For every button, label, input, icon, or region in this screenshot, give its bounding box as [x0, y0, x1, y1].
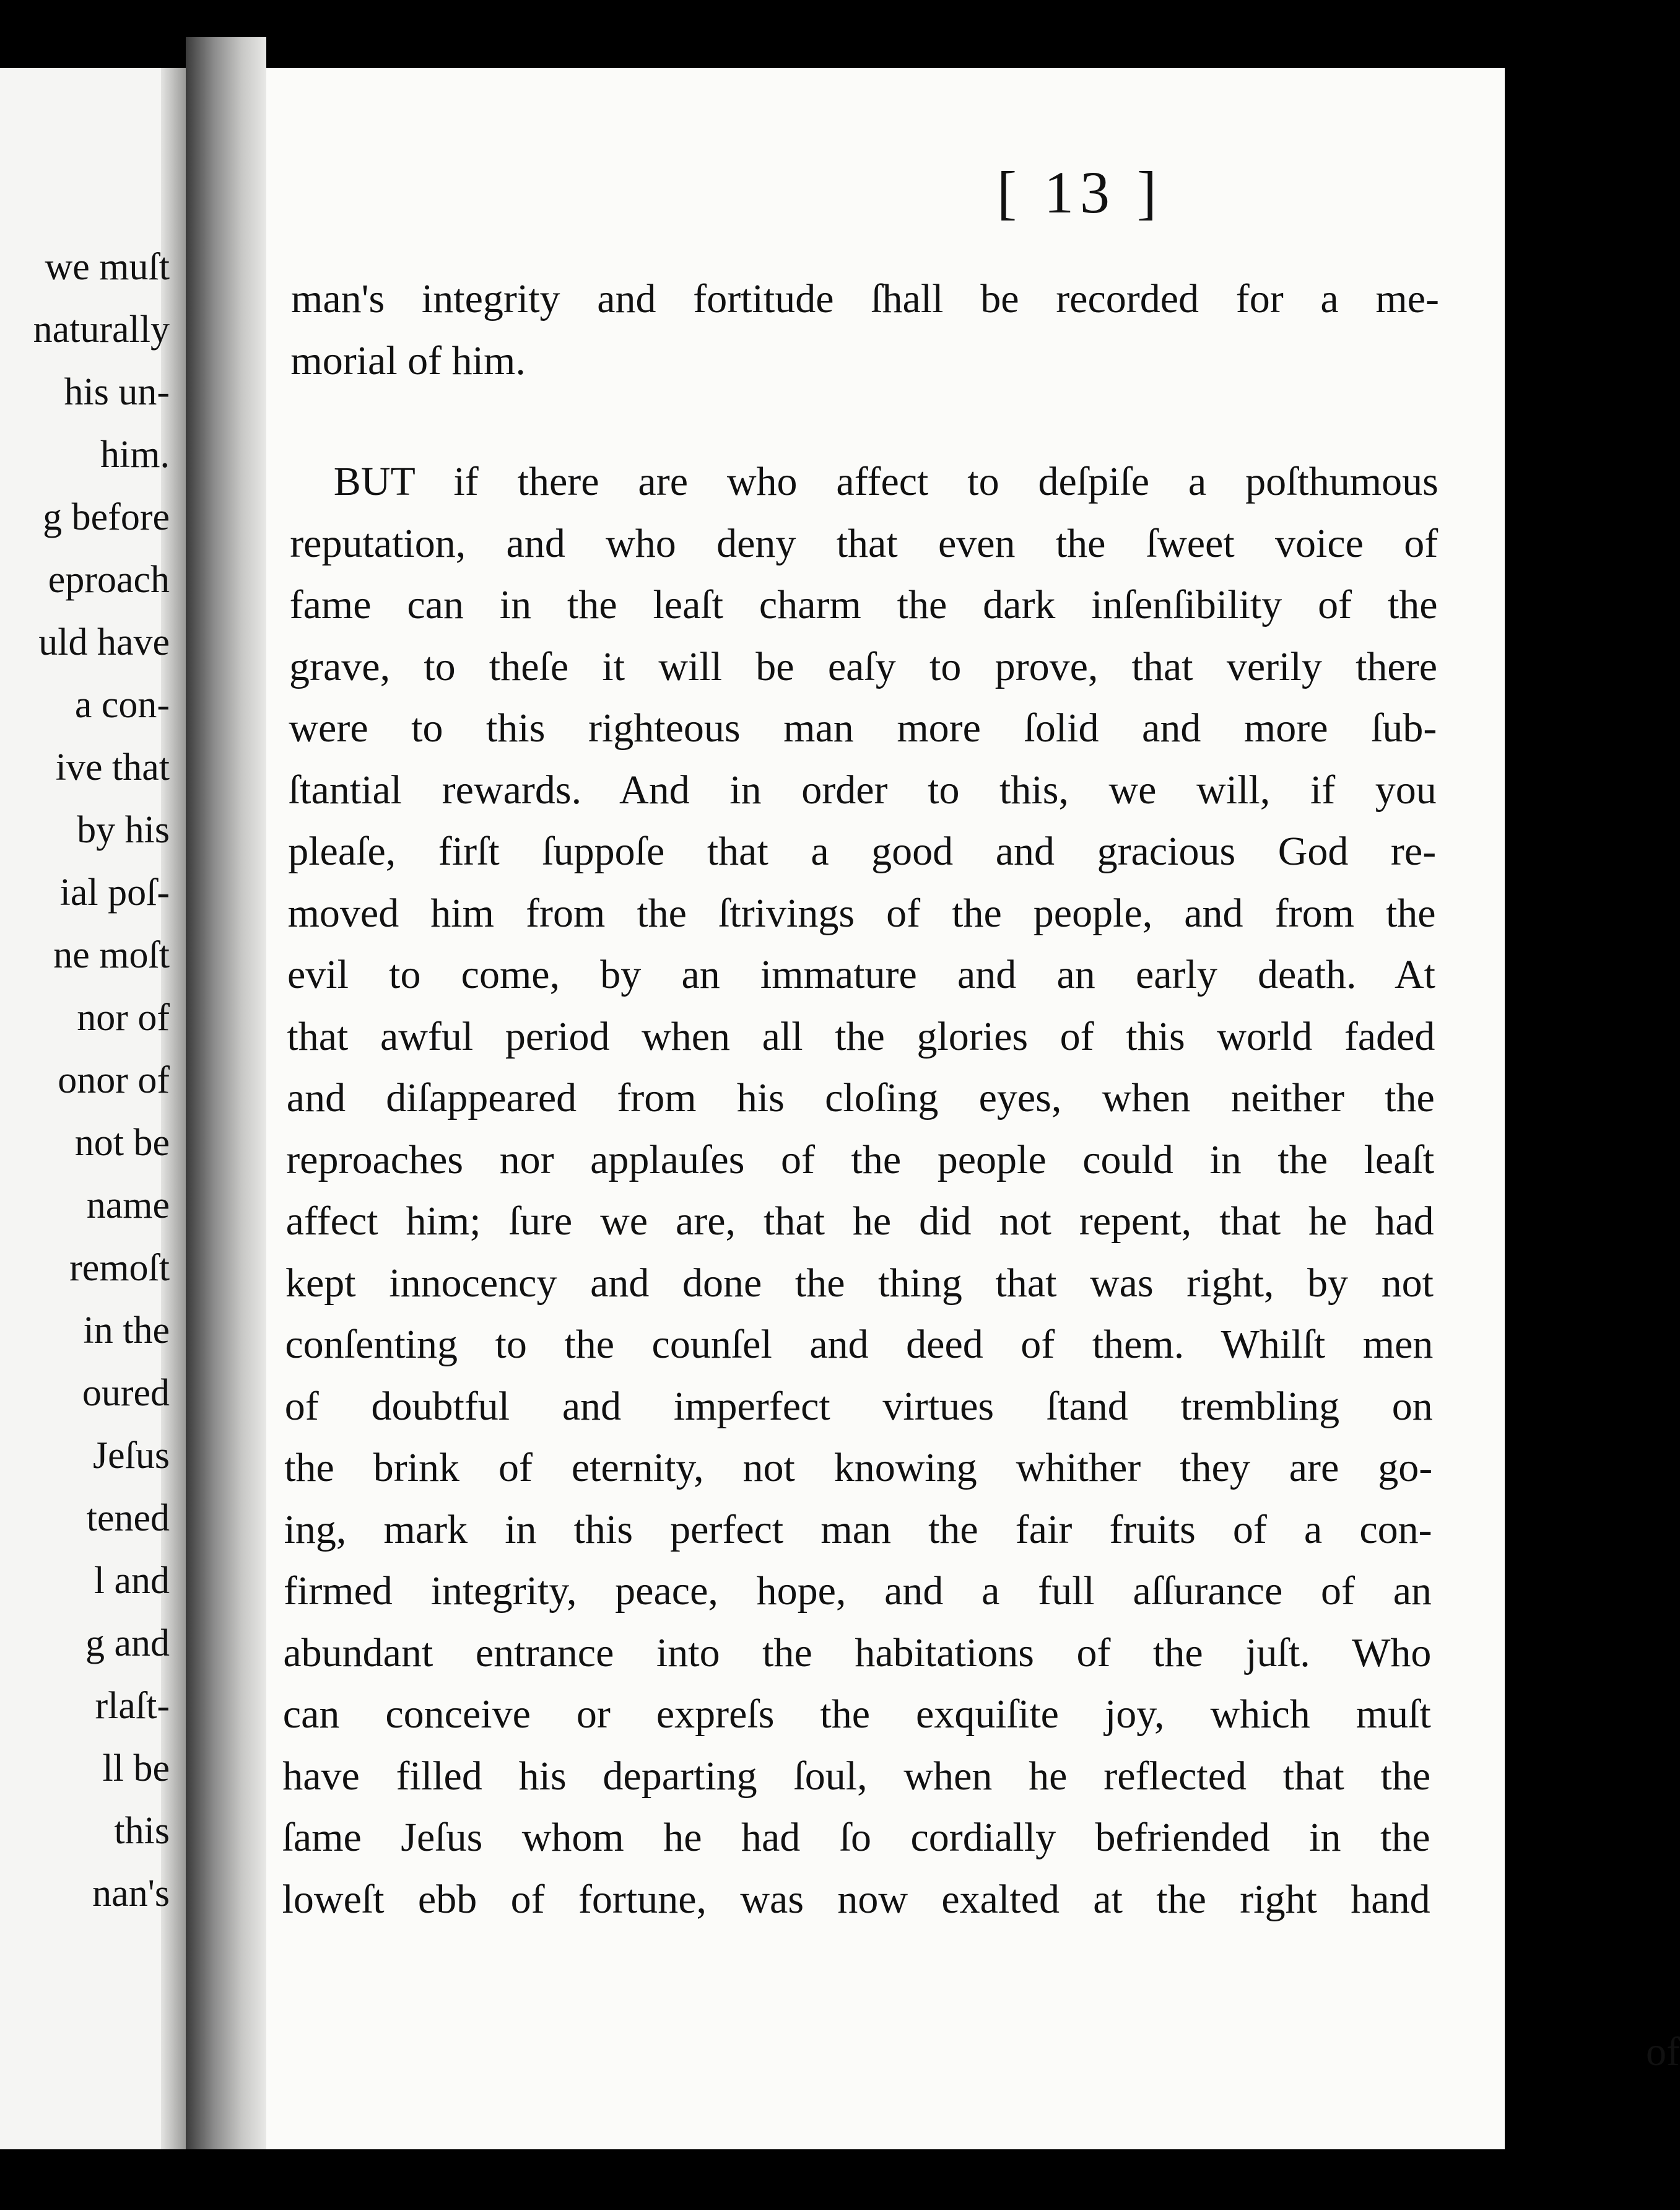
body-text-line: of doubtful and imperfect virtues ſtand trembling on	[284, 1383, 1433, 1429]
body-text-line: man's integrity and fortitude ſhall be recorded for a me-	[291, 276, 1439, 321]
left-page-line: not be	[74, 1122, 170, 1164]
left-page-line: onor of	[58, 1059, 170, 1101]
left-page-line: this	[114, 1810, 170, 1852]
body-text-line: have filled his departing ſoul, when he reflected that the	[282, 1753, 1431, 1799]
left-page-line: name	[86, 1184, 170, 1226]
body-text-line: evil to come, by an immature and an early death. At	[287, 952, 1435, 997]
body-text-line: conſenting to the counſel and deed of them. Whilſt men	[285, 1322, 1434, 1367]
left-page	[0, 68, 186, 2149]
left-page-line: naturally	[33, 308, 170, 351]
right-page	[266, 68, 1680, 2149]
body-text-line: morial of him.	[290, 338, 526, 383]
left-page-line: oured	[82, 1372, 170, 1414]
page-number: [ 13 ]	[997, 159, 1163, 225]
body-text-line: moved him from the ſtrivings of the people, and from the	[287, 890, 1436, 936]
left-page-line: g and	[85, 1622, 170, 1664]
left-page-line: ll be	[102, 1747, 170, 1789]
left-page-line: by his	[77, 809, 170, 851]
left-page-line: remoſt	[69, 1247, 170, 1289]
body-text-line: can conceive or expreſs the exquiſite joy, which muſt	[282, 1692, 1431, 1737]
body-text-line: firmed integrity, peace, hope, and a full aſſurance of an	[284, 1568, 1432, 1614]
left-page-line: him.	[100, 434, 170, 476]
left-page-line: g before	[43, 496, 170, 538]
body-text-line: loweſt ebb of fortune, was now exalted at the right hand	[282, 1876, 1430, 1922]
body-text-line: ſtantial rewards. And in order to this, we will, if you	[288, 767, 1437, 813]
left-page-line: ial poſ-	[59, 871, 170, 914]
body-text-line: fame can in the leaſt charm the dark inſenſibility of the	[289, 582, 1438, 627]
body-text-line: BUT if there are who affect to deſpiſe a poſthumous	[333, 459, 1438, 504]
scan-border-right	[1505, 0, 1546, 2210]
left-page-line: ne moſt	[53, 934, 170, 976]
body-text-line: kept innocency and done the thing that was right, by not	[285, 1260, 1434, 1306]
left-page-line: rlaſt-	[95, 1685, 170, 1727]
left-page-line: Jeſus	[93, 1435, 170, 1477]
left-page-line: his un-	[64, 371, 170, 413]
body-text-line: and diſappeared from his cloſing eyes, when neither the	[286, 1075, 1435, 1120]
body-text-line: that awful period when all the glories of this world faded	[287, 1013, 1435, 1059]
body-text-line: were to this righteous man more ſolid and more ſub-	[289, 705, 1437, 751]
body-text-line: grave, to theſe it will be eaſy to prove, that verily there	[289, 644, 1437, 689]
left-page-line: eproach	[48, 559, 170, 601]
body-text-line: reputation, and who deny that even the ſweet voice of	[290, 520, 1438, 566]
left-page-line: we muſt	[45, 246, 170, 288]
catchword: of	[1646, 2029, 1680, 2074]
left-page-line: nor of	[77, 997, 170, 1039]
book-spine	[186, 37, 266, 2155]
left-page-line: l and	[94, 1560, 170, 1602]
left-page-line: a con-	[74, 684, 170, 726]
body-text-line: abundant entrance into the habitations of the juſt. Who	[283, 1630, 1432, 1675]
body-text-line: the brink of eternity, not knowing whither they are go-	[284, 1445, 1433, 1490]
left-page-line: ive that	[55, 746, 170, 788]
left-page-line: uld have	[38, 621, 170, 663]
left-page-line: tened	[86, 1497, 170, 1539]
body-text-line: ing, mark in this perfect man the fair fruits of a con-	[284, 1506, 1432, 1552]
body-text-line: ſame Jeſus whom he had ſo cordially befriended in the	[282, 1815, 1430, 1860]
body-text-line: pleaſe, firſt ſuppoſe that a good and gracious God re-	[288, 829, 1437, 874]
left-page-line: in the	[83, 1309, 170, 1352]
body-text-line: affect him; ſure we are, that he did not repent, that he had	[285, 1199, 1434, 1244]
body-text-line: reproaches nor applauſes of the people could in the leaſt	[286, 1137, 1435, 1182]
left-page-line: nan's	[92, 1872, 170, 1915]
scan-border-bottom	[0, 2149, 1546, 2210]
